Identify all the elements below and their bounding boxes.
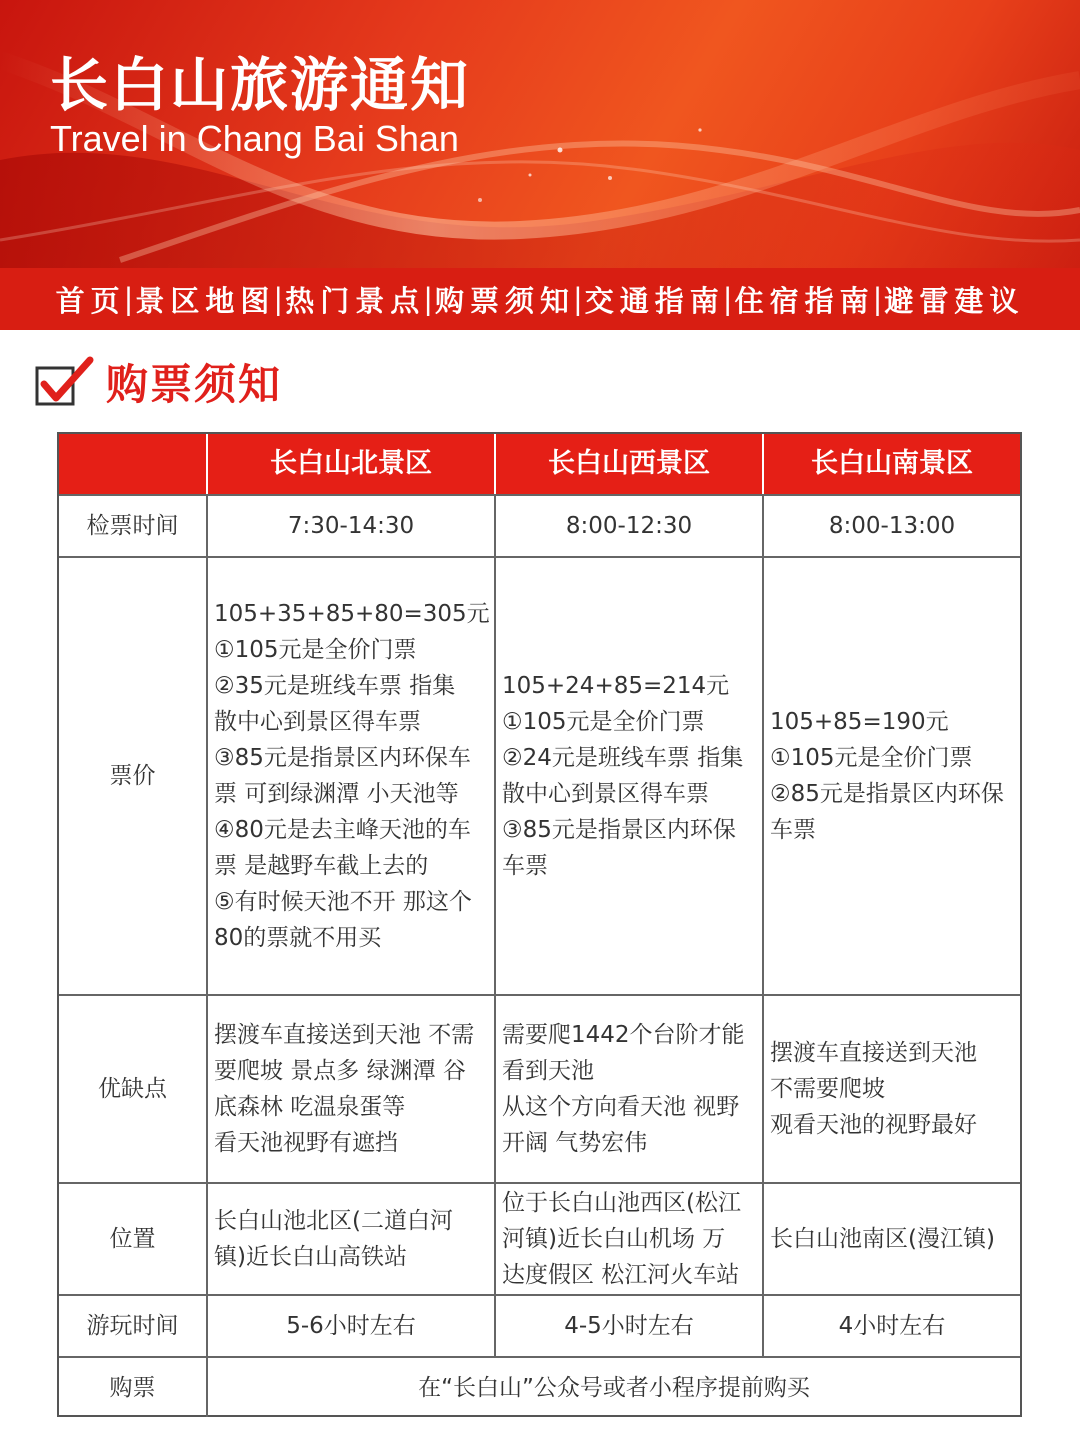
- nav-item-attractions[interactable]: 热门景点: [285, 283, 426, 318]
- nav-item-home[interactable]: 首页: [55, 283, 126, 318]
- cell-line: 摆渡车直接送到天池: [770, 1040, 977, 1066]
- cell-line: 观看天池的视野最好: [770, 1112, 977, 1138]
- cell-line: ③85元是指景区内环保车: [214, 745, 471, 771]
- cell-line: 105+24+85=214元: [502, 673, 730, 699]
- row-label: 检票时间: [59, 496, 208, 556]
- ticket-info-table: [57, 432, 1022, 1417]
- cell-line: 摆渡车直接送到天池 不需: [214, 1022, 475, 1048]
- table-row: [59, 496, 1020, 558]
- cell-line: 看到天池: [502, 1058, 594, 1084]
- row-label: 位置: [59, 1184, 208, 1294]
- row-label: 票价: [59, 558, 208, 994]
- header-banner: [0, 0, 1080, 268]
- nav-item-tickets[interactable]: 购票须知: [434, 283, 575, 318]
- nav-item-lodging[interactable]: 住宿指南: [734, 283, 875, 318]
- cell-line: 位于长白山池西区(松江: [502, 1190, 741, 1216]
- table-cell: 5-6小时左右: [208, 1296, 496, 1356]
- table-cell: [496, 558, 764, 994]
- table-cell: [496, 1184, 764, 1294]
- cell-line: 散中心到景区得车票: [502, 781, 709, 807]
- cell-line: 车票: [770, 817, 816, 843]
- nav-separator: |: [722, 282, 733, 316]
- cell-line: ①105元是全价门票: [770, 745, 973, 771]
- table-cell: [496, 996, 764, 1182]
- cell-line: 达度假区 松江河火车站: [502, 1262, 740, 1288]
- checkbox-check-icon: [34, 354, 96, 410]
- section-title: 购票须知: [106, 360, 283, 409]
- table-cell-merged: 在“长白山”公众号或者小程序提前购买: [418, 1374, 810, 1401]
- cell-line: 镇)近长白山高铁站: [214, 1244, 407, 1270]
- nav-separator: |: [573, 282, 583, 316]
- cell-line: 105+35+85+80=305元: [214, 601, 490, 627]
- section-header: [34, 352, 282, 412]
- table-cell: 8:00-13:00: [828, 513, 956, 539]
- nav-separator: |: [423, 282, 433, 316]
- table-cell: [764, 558, 1020, 994]
- table-cell: 4-5小时左右: [496, 1296, 764, 1356]
- cell-line: ③85元是指景区内环保: [502, 817, 736, 843]
- cell-line: 105+85=190元: [770, 709, 949, 735]
- page-subtitle: Travel in Chang Bai Shan: [50, 118, 459, 159]
- cell-line: 要爬坡 景点多 绿渊潭 谷: [214, 1058, 466, 1084]
- row-label: 购票: [59, 1358, 208, 1417]
- cell-line: 看天池视野有遮挡: [214, 1130, 398, 1156]
- cell-line: 票 是越野车截上去的: [214, 853, 429, 879]
- table-header-cell: 长白山西景区: [496, 434, 764, 494]
- row-label: 游玩时间: [59, 1296, 208, 1356]
- cell-line: 开阔 气势宏伟: [502, 1130, 648, 1156]
- cell-line: 票 可到绿渊潭 小天池等: [214, 781, 459, 807]
- cell-line: 从这个方向看天池 视野: [502, 1094, 740, 1120]
- nav-separator: |: [273, 282, 284, 316]
- table-cell: [208, 996, 496, 1182]
- cell-line: ②24元是班线车票 指集: [502, 745, 744, 771]
- cell-line: 车票: [502, 853, 548, 879]
- table-cell: 8:00-12:30: [496, 496, 764, 556]
- table-cell: 4小时左右: [838, 1313, 946, 1339]
- table-row: [59, 1358, 1020, 1417]
- table-row: [59, 558, 1020, 996]
- nav-separator: |: [872, 282, 883, 316]
- cell-line: ②85元是指景区内环保: [770, 781, 1004, 807]
- table-header-row: [59, 434, 1020, 496]
- table-row: [59, 1296, 1020, 1358]
- cell-line: 需要爬1442个台阶才能: [502, 1022, 745, 1048]
- nav-bar: [0, 268, 1080, 330]
- nav-item-map[interactable]: 景区地图: [135, 283, 276, 318]
- table-cell: [764, 996, 1020, 1182]
- cell-line: ⑤有时候天池不开 那这个: [214, 889, 472, 915]
- table-row: [59, 996, 1020, 1184]
- cell-line: 80的票就不用买: [214, 925, 382, 951]
- page-title: 长白山旅游通知: [50, 51, 471, 119]
- nav-item-transport[interactable]: 交通指南: [584, 283, 725, 318]
- table-header-cell: 长白山北景区: [208, 434, 496, 494]
- table-cell: [764, 1184, 1020, 1294]
- nav-item-tips[interactable]: 避雷建议: [884, 283, 1025, 318]
- table-header-cell: 长白山南景区: [811, 448, 973, 479]
- cell-line: 不需要爬坡: [770, 1076, 885, 1102]
- cell-line: 河镇)近长白山机场 万: [502, 1226, 726, 1252]
- table-header-cell: [59, 434, 208, 494]
- cell-line: ①105元是全价门票: [502, 709, 705, 735]
- nav-separator: |: [123, 282, 134, 316]
- cell-line: 散中心到景区得车票: [214, 709, 421, 735]
- cell-line: ②35元是班线车票 指集: [214, 673, 456, 699]
- table-cell: [208, 1184, 496, 1294]
- table-cell: 7:30-14:30: [208, 496, 496, 556]
- table-row: [59, 1184, 1020, 1296]
- cell-line: ①105元是全价门票: [214, 637, 417, 663]
- cell-line: 底森林 吃温泉蛋等: [214, 1094, 406, 1120]
- cell-line: 长白山池北区(二道白河: [214, 1208, 453, 1234]
- table-cell: [208, 558, 496, 994]
- cell-line: 长白山池南区(漫江镇): [770, 1226, 995, 1252]
- cell-line: ④80元是去主峰天池的车: [214, 817, 471, 843]
- row-label: 优缺点: [59, 996, 208, 1182]
